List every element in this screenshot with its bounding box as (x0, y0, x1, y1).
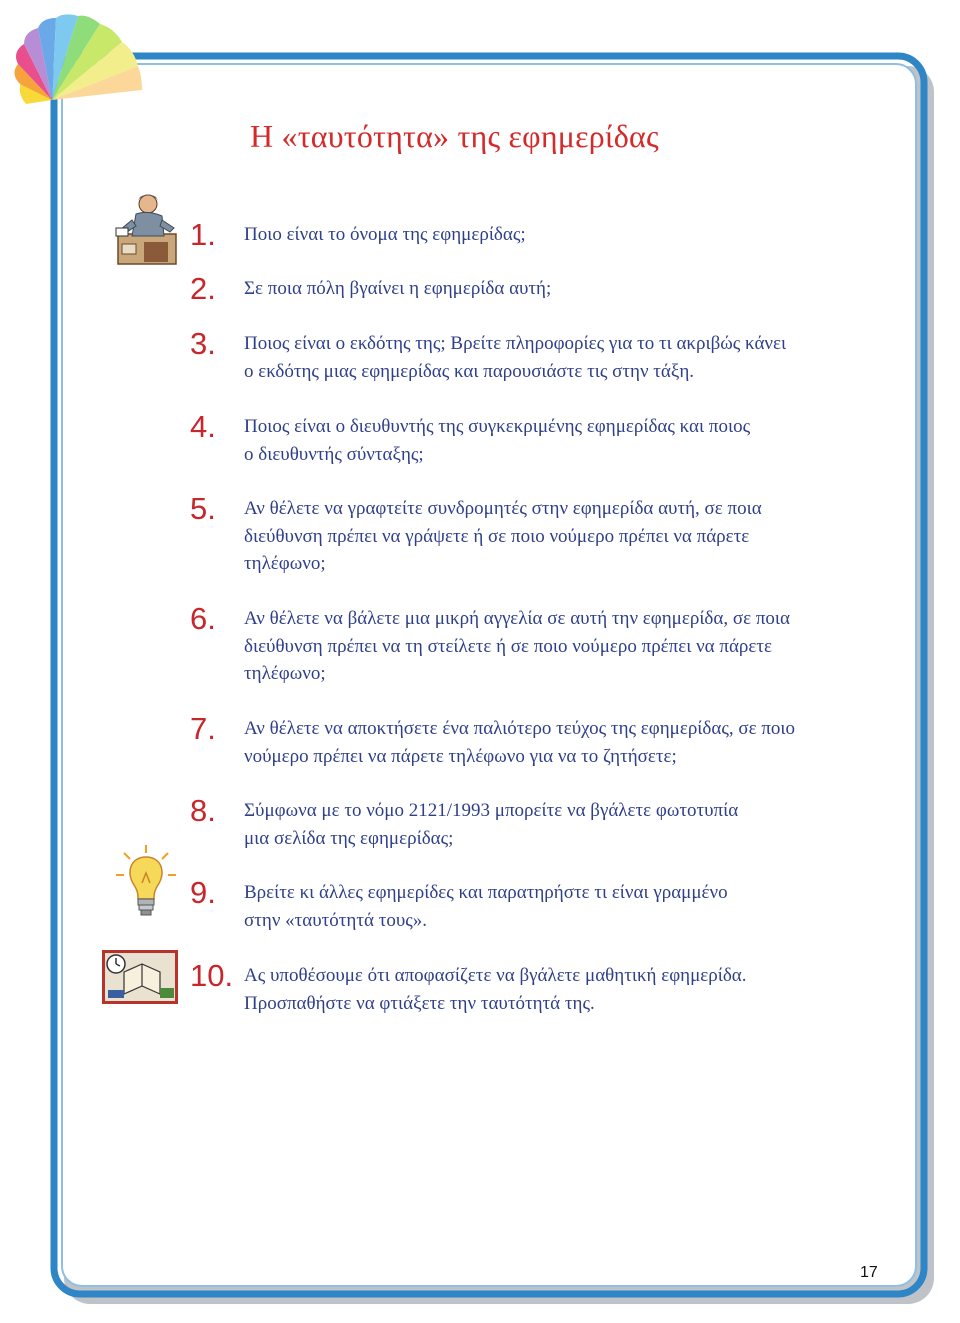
question-line: τηλέφωνο; (244, 553, 326, 574)
question-line: Ποιος είναι ο διευθυντής της συγκεκριμένης εφημερίδας και ποιος (244, 416, 751, 437)
question-text (244, 413, 874, 468)
question-line: Αν θέλετε να βάλετε μια μικρή αγγελία σε αυτή την εφημερίδα, σε ποια (244, 608, 790, 629)
question-number: 3. (190, 326, 216, 361)
question-line: διεύθυνση πρέπει να τη στείλετε ή σε ποιο νούμερο πρέπει να πάρετε (244, 635, 773, 657)
lightbulb-icon (112, 843, 180, 923)
question-line: μια σελίδα της εφημερίδας; (244, 827, 454, 849)
question-number: 7. (190, 711, 216, 746)
question-text (244, 715, 874, 770)
question-line: Αν θέλετε να γραφτείτε συνδρομητές στην εφημερίδα αυτή, σε ποια (244, 498, 762, 519)
question-line: στην «ταυτότητά τους». (244, 909, 428, 931)
question-number: 2. (190, 271, 216, 306)
page-number: 17 (860, 1264, 878, 1281)
question-line: διεύθυνση πρέπει να γράψετε ή σε ποιο νούμερο πρέπει να πάρετε (244, 525, 750, 547)
question-text (244, 962, 874, 1017)
question-number: 4. (190, 409, 216, 444)
books-icon (102, 950, 178, 1004)
question-text (244, 330, 874, 385)
question-text (244, 495, 874, 578)
question-line: ο διευθυντής σύνταξης; (244, 443, 424, 465)
question-line: Σύμφωνα με το νόμο 2121/1993 μπορείτε να βγάλετε φωτοτυπία (244, 800, 739, 821)
question-number: 8. (190, 793, 216, 828)
question-text: Ποιο είναι το όνομα της εφημερίδας; (244, 224, 526, 245)
question-line: Προσπαθήστε να φτιάξετε την ταυτότητά της. (244, 992, 595, 1014)
question-text: Σε ποια πόλη βγαίνει η εφημερίδα αυτή; (244, 278, 552, 299)
question-line: Βρείτε κι άλλες εφημερίδες και παρατηρήστε τι είναι γραμμένο (244, 882, 728, 903)
question-text (244, 879, 874, 934)
question-number: 6. (190, 601, 216, 636)
question-line: Ας υποθέσουμε ότι αποφασίζετε να βγάλετε μαθητική εφημερίδα. (244, 965, 747, 986)
question-line: νούμερο πρέπει να πάρετε τηλέφωνο για να το ζητήσετε; (244, 745, 677, 767)
question-line: ο εκδότης μιας εφημερίδας και παρουσιάστε τις στην τάξη. (244, 360, 695, 382)
question-text (244, 797, 874, 852)
reporter-icon (110, 190, 184, 270)
page-title: Η «ταυτότητα» της εφημερίδας (250, 118, 659, 154)
question-line: τηλέφωνο; (244, 663, 326, 684)
question-number: 10. (190, 958, 234, 993)
question-text (244, 605, 874, 688)
question-number: 1. (190, 217, 216, 252)
question-number: 9. (190, 875, 216, 910)
rainbow-fan-icon (14, 8, 146, 126)
question-line: Ποιος είναι ο εκδότης της; Βρείτε πληροφορίες για το τι ακριβώς κάνει (244, 333, 787, 354)
question-line: Αν θέλετε να αποκτήσετε ένα παλιότερο τεύχος της εφημερίδας, σε ποιο (244, 718, 796, 739)
question-number: 5. (190, 491, 216, 526)
